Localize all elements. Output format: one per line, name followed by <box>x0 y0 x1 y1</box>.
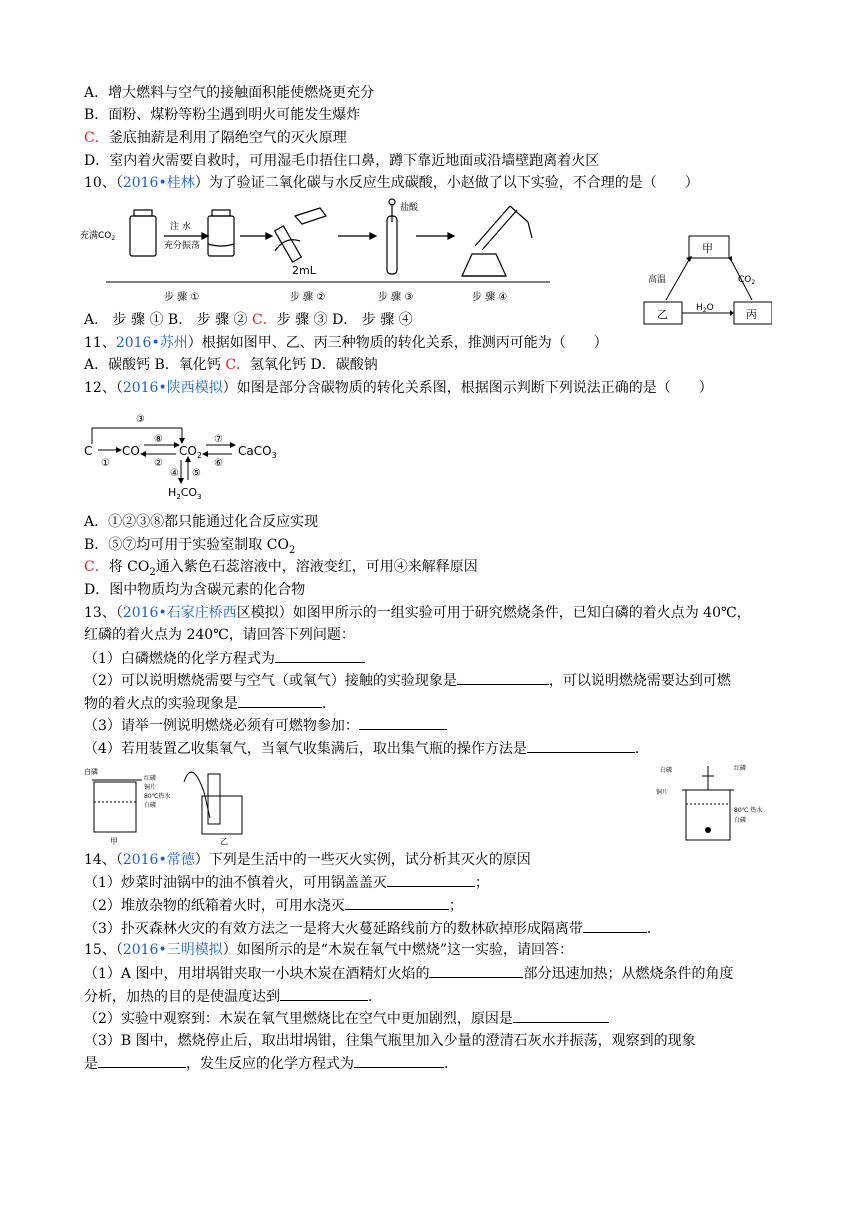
arrow-6: ⑥ <box>214 458 223 469</box>
question-12-c: C．将 $CO_2$通入紫色石蕊溶液中，溶液变红，可用④来解释原因 <box>84 559 478 578</box>
arrow-3: ③ <box>136 414 145 425</box>
answer-blank[interactable] <box>387 872 475 887</box>
figure-q13-right <box>652 760 778 844</box>
step-1-label: 步 骤 ① <box>164 292 200 303</box>
question-12-d: D．图中物质均为含碳元素的化合物 <box>84 582 306 598</box>
arrow-8: ⑧ <box>154 434 163 445</box>
question-11-options: A．碳酸钙 B．氧化钙 C．氢氧化钙 D．碳酸钠 <box>84 357 378 373</box>
label-co2-filled: 充满$CO_2$ <box>80 231 116 242</box>
label-copper-right: 铜片 <box>656 789 669 796</box>
question-13-2: （2）可以说明燃烧需要与空气（或氧气）接触的实验现象是 ，可以说明燃烧需要达到可燃 <box>84 670 731 691</box>
figure-q10-steps <box>80 196 560 308</box>
label-high-temp: 高温 <box>648 275 667 285</box>
question-15-1: （1）A 图中，用坩埚钳夹取一小块木炭在酒精灯火焰的 部分迅速加热；从燃烧条件的角度 <box>84 963 733 984</box>
question-15-3-cont: 是 ，发生反应的化学方程式为 ． <box>84 1053 458 1074</box>
question-11: 11、2016•苏州）根据如图甲、乙、丙三种物质的转化关系，推测丙可能为（ ） <box>84 335 608 351</box>
label-yi: 乙 <box>220 837 228 846</box>
label-jia: 甲 <box>110 837 118 846</box>
label-h2o: $H_2O$ <box>696 303 714 314</box>
node-c: C <box>84 444 93 458</box>
label-red-p-right: 红磷 <box>734 765 747 772</box>
question-13: 13、（2016•石家庄桥西区模拟）如图甲所示的一组实验可用于研究燃烧条件，已知白磷的着火点为 40℃， <box>84 605 751 621</box>
question-12: 12、（2016•陕西模拟）如图是部分含碳物质的转化关系图，根据图示判断下列说法正确的是（ ） <box>84 380 713 396</box>
label-white-p: 白磷 <box>84 768 98 776</box>
arrow-5: ⑤ <box>192 468 201 479</box>
answer-blank[interactable] <box>345 895 449 910</box>
answer-blank[interactable] <box>359 715 447 730</box>
question-15-3: （3）B 图中，燃烧停止后，取出坩埚钳，往集气瓶里加入少量的澄清石灰水并振荡，观察到的现象 <box>84 1033 696 1049</box>
arrow-2: ② <box>154 458 163 469</box>
node-caco3: CaCO$_3$ <box>238 444 277 460</box>
arrow-1: ① <box>101 458 110 469</box>
answer-blank[interactable] <box>513 1008 609 1023</box>
question-12-b: B．⑤⑦均可用于实验室制取 $CO_2$ <box>84 537 296 556</box>
label-hot-water-right: 80℃ 热水 <box>734 807 763 814</box>
node-yi: 乙 <box>657 308 668 321</box>
node-co: CO <box>122 444 140 458</box>
option-c: C．釜底抽薪是利用了隔绝空气的灭火原理 <box>84 130 347 146</box>
answer-blank[interactable] <box>238 693 322 708</box>
step-2-label: 步 骤 ② <box>290 292 326 303</box>
arrow-7: ⑦ <box>214 434 223 445</box>
label-hot-water: 80℃热水 <box>144 793 171 800</box>
step-4-label: 步 骤 ④ <box>472 292 508 303</box>
question-13-cont: 红磷的着火点为 240℃，请回答下列问题： <box>84 627 355 643</box>
label-white-p-right: 白磷 <box>660 767 673 774</box>
node-bing: 丙 <box>746 308 757 321</box>
answer-blank[interactable] <box>98 1053 186 1068</box>
question-10: 10、（2016•桂林）为了验证二氧化碳与水反应生成碳酸，小赵做了以下实验，不合理的是（ ） <box>84 175 699 191</box>
label-acid: 盐酸 <box>400 203 419 213</box>
figure-q11-triangle <box>642 232 772 326</box>
answer-blank[interactable] <box>583 918 647 933</box>
arrow-4: ④ <box>170 468 179 479</box>
label-white-p-right-2: 白磷 <box>734 817 747 824</box>
node-jia: 甲 <box>702 242 713 255</box>
question-13-2-cont: 物的着火点的实验现象是 ． <box>84 693 336 714</box>
answer-blank[interactable] <box>457 670 549 685</box>
answer-blank[interactable] <box>527 738 635 753</box>
step-3-label: 步 骤 ③ <box>378 292 414 303</box>
question-12-a: A．①②③⑧都只能通过化合反应实现 <box>84 514 319 530</box>
label-shake: 充分振荡 <box>164 241 201 251</box>
node-h2co3: $H_2CO_3$ <box>168 486 202 501</box>
option-a: A．增大燃料与空气的接触面积能使燃烧更充分 <box>84 85 375 101</box>
question-15-1-cont: 分析，加热的目的是使温度达到 ． <box>84 986 382 1007</box>
question-15-2: （2）实验中观察到：木炭在氧气里燃烧比在空气中更加剧烈，原因是 <box>84 1008 609 1029</box>
option-b: B．面粉、煤粉等粉尘遇到明火可能发生爆炸 <box>84 107 361 123</box>
label-copper: 铜片 <box>144 784 157 791</box>
question-13-3: （3）请举一例说明燃烧必须有可燃物参加： <box>84 715 447 736</box>
question-14-1: （1）炒菜时油锅中的油不慎着火，可用锅盖盖灭 ； <box>84 872 489 893</box>
answer-blank[interactable] <box>280 986 368 1001</box>
label-2ml: 2mL <box>292 264 316 277</box>
label-red-p: 红磷 <box>144 775 157 782</box>
question-13-4: （4）若用装置乙收集氧气，当氧气收集满后，取出集气瓶的操作方法是 ． <box>84 738 649 759</box>
figure-q12-carbon <box>82 404 282 502</box>
node-co2: $CO_2$ <box>179 444 202 460</box>
figure-q13-jia-yi <box>84 762 254 846</box>
label-white-p-2: 白磷 <box>144 802 157 809</box>
label-co2: $CO_2$ <box>738 275 756 286</box>
answer-blank[interactable] <box>429 963 523 978</box>
answer-blank[interactable] <box>354 1053 444 1068</box>
question-14-2: （2）堆放杂物的纸箱着火时，可用水浇灭 ； <box>84 895 463 916</box>
question-10-options: A． 步 骤 ① B． 步 骤 ② C．步 骤 ③ D． 步 骤 ④ <box>84 312 413 328</box>
question-14-3: （3）扑灭森林火灾的有效方法之一是将大火蔓延路线前方的数林砍掉形成隔离带 ． <box>84 918 661 939</box>
question-14: 14、（2016•常德）下列是生活中的一些灭火实例，试分析其灭火的原因 <box>84 852 531 868</box>
answer-blank[interactable] <box>275 648 365 663</box>
question-15: 15、（2016•三明模拟）如图所示的是“木炭在氧气中燃烧”这一实验，请回答： <box>84 942 574 958</box>
label-add-water: 注 水 <box>170 222 191 232</box>
question-13-1: （1）白磷燃烧的化学方程式为 <box>84 648 365 669</box>
option-d: D．室内着火需要自救时，可用湿毛巾捂住口鼻，蹲下靠近地面或沿墙壁跑离着火区 <box>84 153 600 169</box>
